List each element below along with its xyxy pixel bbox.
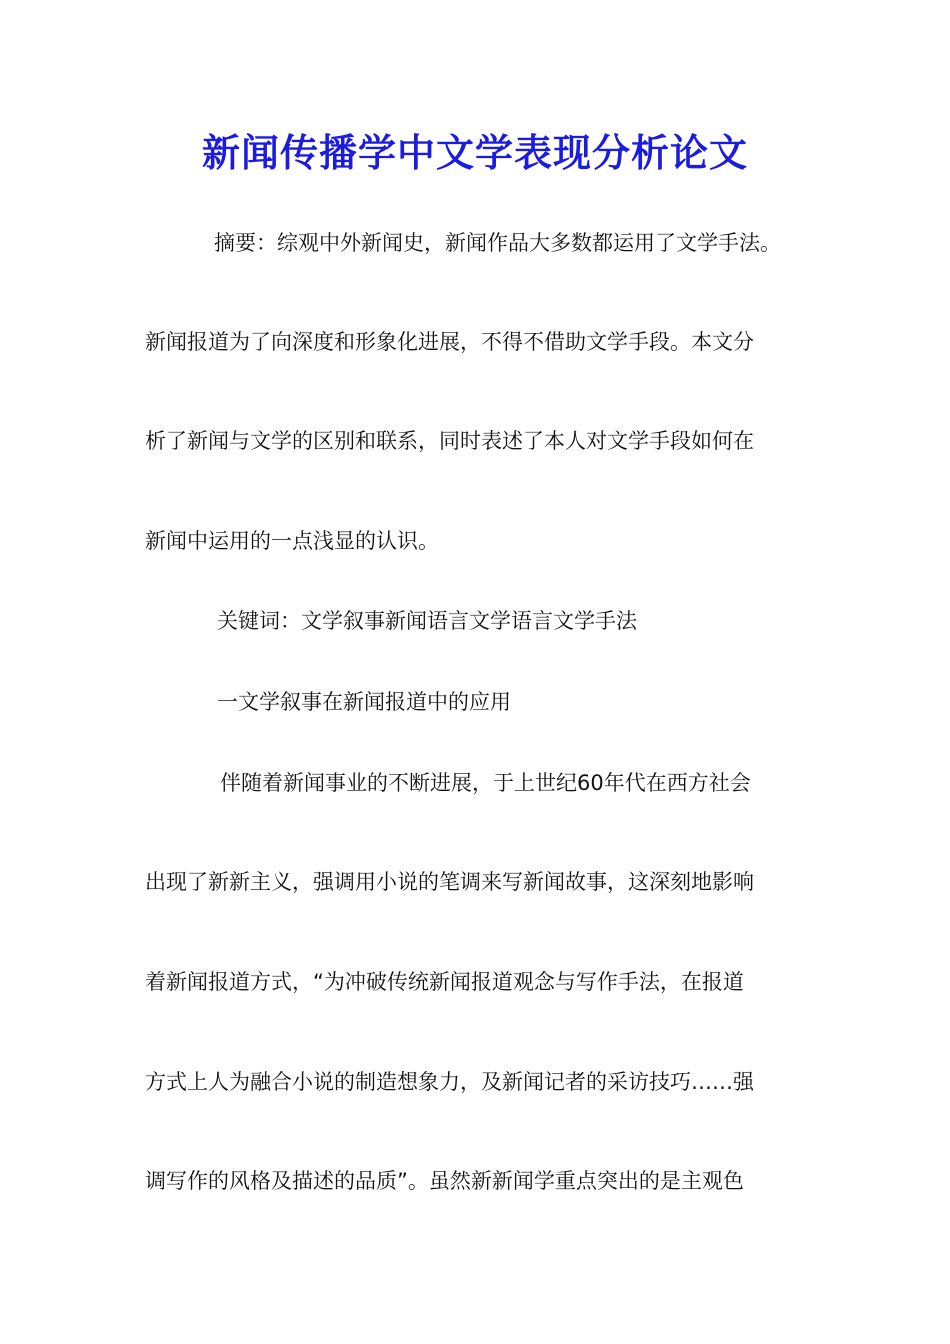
body-line-3: 着新闻报道方式，“为冲破传统新闻报道观念与写作手法，在报道 [145, 970, 744, 994]
body-line-2: 出现了新新主义，强调用小说的笔调来写新闻故事，这深刻地影响 [145, 870, 754, 894]
section-heading: 一文学叙事在新闻报道中的应用 [217, 690, 511, 714]
body-line-5: 调写作的风格及描述的品质”。虽然新新闻学重点突出的是主观色 [145, 1169, 744, 1193]
abstract-line-4: 新闻中运用的一点浅显的认识。 [145, 529, 439, 553]
document-title: 新闻传播学中文学表现分析论文 [201, 130, 748, 175]
abstract-line-3: 析了新闻与文学的区别和联系，同时表述了本人对文学手段如何在 [145, 429, 754, 453]
abstract-line-2: 新闻报道为了向深度和形象化进展，不得不借助文学手段。本文分 [145, 330, 754, 354]
body-line-1: 伴随着新闻事业的不断进展，于上世纪60年代在西方社会 [220, 771, 751, 795]
body-line-4: 方式上人为融合小说的制造想象力，及新闻记者的采访技巧……强 [145, 1070, 754, 1094]
keywords-line: 关键词：文学叙事新闻语言文学语言文学手法 [217, 609, 637, 633]
abstract-line-1: 摘要：综观中外新闻史，新闻作品大多数都运用了文学手法。 [214, 231, 781, 255]
